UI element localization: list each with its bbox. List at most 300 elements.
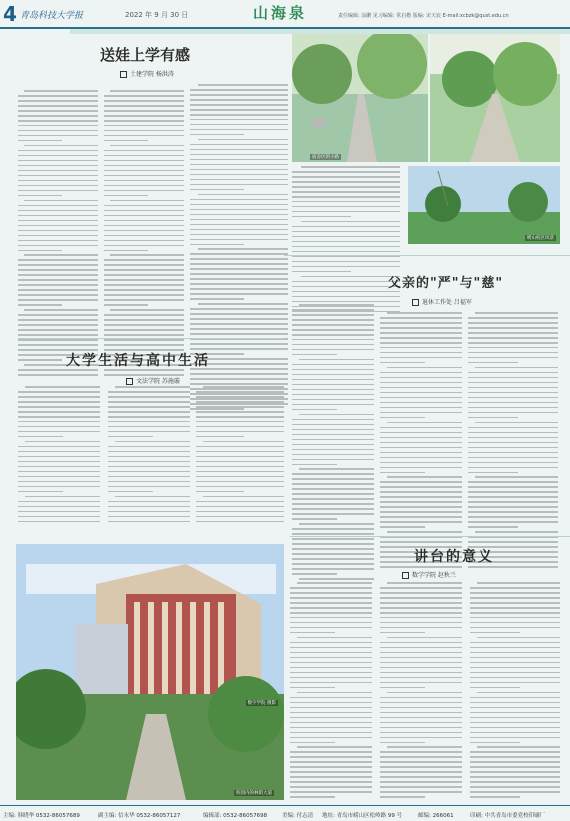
text-line: [290, 796, 335, 798]
text-line: [190, 219, 288, 221]
text-line: [18, 215, 98, 217]
text-line: [18, 125, 98, 127]
text-line: [380, 397, 462, 399]
text-line: [18, 476, 100, 478]
text-line: [292, 181, 400, 183]
text-line: [292, 354, 337, 356]
text-line: [190, 373, 288, 375]
text-line: [104, 324, 184, 326]
text-line: [18, 180, 98, 182]
text-line: [470, 756, 560, 758]
text-line: [380, 481, 462, 483]
text-line: [198, 358, 288, 360]
text-line: [470, 652, 560, 654]
text-line: [380, 566, 462, 568]
text-line: [468, 496, 558, 498]
text-line: [470, 761, 560, 763]
text-line: [18, 195, 62, 197]
text-line: [470, 687, 520, 689]
text-line: [477, 637, 560, 639]
text-line: [292, 231, 400, 233]
text-line: [190, 308, 288, 310]
text-line: [18, 304, 62, 306]
text-line: [470, 622, 560, 624]
text-line: [380, 447, 462, 449]
text-line: [108, 476, 190, 478]
article2-author-text: 文法学院 苏施璇: [136, 378, 180, 385]
text-line: [18, 501, 100, 503]
text-line: [292, 344, 374, 346]
text-line: [292, 533, 374, 535]
article4-col2: [380, 582, 462, 801]
text-line: [18, 115, 98, 117]
text-line: [470, 672, 560, 674]
text-line: [380, 362, 425, 364]
text-line: [18, 205, 98, 207]
text-line: [104, 304, 148, 306]
text-line: [380, 332, 462, 334]
text-line: [292, 266, 400, 268]
text-line: [468, 327, 558, 329]
text-line: [470, 791, 560, 793]
text-line: [290, 712, 372, 714]
text-line: [190, 159, 288, 161]
text-line: [108, 516, 190, 518]
text-line: [18, 411, 100, 413]
text-line: [196, 431, 284, 433]
text-line: [299, 359, 374, 361]
text-line: [190, 189, 244, 191]
text-line: [18, 421, 100, 423]
text-line: [468, 442, 558, 444]
text-line: [470, 702, 560, 704]
text-line: [380, 776, 462, 778]
text-line: [468, 541, 558, 543]
text-line: [18, 140, 62, 142]
text-line: [468, 526, 518, 528]
text-line: [292, 296, 400, 298]
text-line: [104, 344, 184, 346]
text-line: [468, 337, 558, 339]
text-line: [196, 511, 284, 513]
text-line: [380, 712, 462, 714]
text-line: [380, 511, 462, 513]
text-line: [104, 284, 184, 286]
text-line: [190, 119, 288, 121]
text-line: [292, 374, 374, 376]
text-line: [196, 436, 244, 438]
text-line: [380, 717, 462, 719]
article4-col1: [290, 582, 372, 801]
text-line: [196, 401, 284, 403]
text-line: [292, 439, 374, 441]
text-line: [190, 184, 288, 186]
text-line: [290, 751, 372, 753]
text-line: [18, 135, 98, 137]
text-line: [104, 95, 184, 97]
text-line: [18, 190, 98, 192]
text-line: [380, 672, 462, 674]
text-line: [380, 357, 462, 359]
text-line: [18, 230, 98, 232]
article3-col3: [468, 312, 558, 571]
text-line: [18, 220, 98, 222]
text-line: [292, 404, 374, 406]
section-title: 山海泉: [253, 4, 308, 22]
text-line: [290, 677, 372, 679]
text-line: [18, 374, 98, 376]
text-line: [292, 384, 374, 386]
photo-tree-road-image: [430, 34, 560, 162]
article4-author: [402, 570, 456, 579]
text-line: [387, 637, 462, 639]
text-line: [380, 682, 462, 684]
text-line: [18, 274, 98, 276]
article1-author-text: 土建学院 杨洪涛: [130, 71, 174, 78]
text-line: [190, 288, 288, 290]
text-line: [104, 160, 184, 162]
text-line: [380, 327, 462, 329]
text-line: [292, 483, 374, 485]
text-line: [18, 521, 100, 523]
text-line: [104, 130, 184, 132]
text-line: [104, 100, 184, 102]
text-line: [470, 607, 560, 609]
text-line: [290, 617, 372, 619]
text-line: [104, 165, 184, 167]
text-line: [380, 587, 462, 589]
text-line: [380, 526, 425, 528]
text-line: [104, 180, 184, 182]
text-line: [104, 230, 184, 232]
text-line: [18, 466, 100, 468]
text-line: [468, 357, 558, 359]
text-line: [18, 486, 100, 488]
text-line: [18, 95, 98, 97]
text-line: [468, 462, 558, 464]
photo-caption-4: 校园内的林荫大道: [236, 791, 272, 796]
text-line: [468, 511, 558, 513]
text-line: [108, 426, 190, 428]
text-line: [387, 476, 462, 478]
text-line: [290, 587, 372, 589]
text-line: [18, 446, 100, 448]
text-line: [290, 722, 372, 724]
text-line: [18, 406, 100, 408]
text-line: [18, 259, 98, 261]
text-line: [18, 269, 98, 271]
text-line: [468, 491, 558, 493]
text-line: [468, 481, 558, 483]
text-line: [104, 250, 148, 252]
text-line: [468, 392, 558, 394]
text-line: [18, 175, 98, 177]
text-line: [108, 506, 190, 508]
text-line: [292, 349, 374, 351]
text-line: [299, 304, 374, 306]
text-line: [290, 771, 372, 773]
text-line: [475, 476, 558, 478]
text-line: [292, 369, 374, 371]
text-line: [380, 707, 462, 709]
text-line: [196, 466, 284, 468]
text-line: [18, 456, 100, 458]
text-line: [290, 682, 372, 684]
text-line: [190, 323, 288, 325]
article4-title: 讲台的意义: [414, 549, 494, 565]
text-line: [468, 322, 558, 324]
article1-title: 送娃上学有感: [100, 46, 191, 64]
text-line: [470, 662, 560, 664]
text-line: [299, 523, 374, 525]
text-line: [380, 622, 462, 624]
text-line: [104, 329, 184, 331]
text-line: [292, 301, 400, 303]
text-line: [190, 164, 288, 166]
text-line: [190, 343, 288, 345]
article2-col3: [196, 386, 284, 526]
text-line: [190, 149, 288, 151]
text-line: [290, 717, 372, 719]
text-line: [108, 491, 153, 493]
text-line: [110, 200, 184, 202]
text-line: [18, 105, 98, 107]
photo-campus-path: [292, 34, 428, 162]
text-line: [18, 235, 98, 237]
text-line: [18, 150, 98, 152]
text-line: [468, 457, 558, 459]
page-number: 4: [3, 2, 17, 26]
text-line: [380, 452, 462, 454]
text-line: [292, 558, 374, 560]
text-line: [380, 632, 425, 634]
photo-lawn: [408, 166, 560, 244]
text-line: [380, 657, 462, 659]
text-line: [292, 464, 337, 466]
text-line: [115, 441, 190, 443]
text-line: [290, 592, 372, 594]
text-line: [380, 521, 462, 523]
article4-author-text: 数学学院 赵秋兰: [412, 572, 456, 579]
text-line: [380, 781, 462, 783]
text-line: [387, 531, 462, 533]
text-line: [380, 417, 425, 419]
text-line: [108, 521, 190, 523]
text-line: [468, 362, 518, 364]
text-line: [299, 414, 374, 416]
text-line: [297, 692, 372, 694]
text-line: [380, 667, 462, 669]
text-line: [18, 284, 98, 286]
text-line: [115, 496, 190, 498]
text-line: [108, 431, 190, 433]
paper-name: 青岛科技大学报: [20, 11, 84, 21]
text-line: [18, 289, 98, 291]
text-line: [477, 582, 560, 584]
text-line: [380, 491, 462, 493]
text-line: [108, 391, 190, 393]
article1-author: [120, 69, 174, 78]
text-line: [18, 319, 98, 321]
text-line: [190, 104, 288, 106]
text-line: [196, 416, 284, 418]
text-line: [468, 352, 558, 354]
text-line: [292, 449, 374, 451]
text-line: [190, 383, 288, 385]
text-line: [468, 407, 558, 409]
text-line: [468, 501, 558, 503]
text-line: [190, 318, 288, 320]
text-line: [468, 402, 558, 404]
text-line: [18, 240, 98, 242]
article2-col2: [108, 386, 190, 526]
text-line: [380, 756, 462, 758]
text-line: [470, 647, 560, 649]
text-line: [468, 387, 558, 389]
text-line: [18, 185, 98, 187]
text-line: [380, 486, 462, 488]
text-line: [104, 240, 184, 242]
text-line: [290, 672, 372, 674]
text-line: [190, 283, 288, 285]
text-line: [475, 312, 558, 314]
text-line: [380, 387, 462, 389]
text-line: [292, 309, 374, 311]
text-line: [110, 254, 184, 256]
text-line: [297, 746, 372, 748]
text-line: [380, 317, 462, 319]
text-line: [196, 391, 284, 393]
text-line: [190, 258, 288, 260]
text-line: [18, 279, 98, 281]
text-line: [292, 339, 374, 341]
text-line: [18, 391, 100, 393]
text-line: [470, 677, 560, 679]
text-line: [203, 386, 284, 388]
text-line: [292, 409, 337, 411]
text-line: [190, 224, 288, 226]
text-line: [104, 259, 184, 261]
text-line: [380, 751, 462, 753]
text-line: [290, 642, 372, 644]
text-line: [18, 431, 100, 433]
text-line: [290, 776, 372, 778]
photo-library-image: [16, 544, 284, 800]
text-line: [18, 339, 98, 341]
text-line: [292, 291, 400, 293]
text-line: [292, 329, 374, 331]
text-line: [380, 742, 425, 744]
text-line: [292, 246, 400, 248]
text-line: [292, 251, 400, 253]
text-line: [468, 382, 558, 384]
text-line: [380, 722, 462, 724]
text-line: [292, 528, 374, 530]
text-line: [110, 90, 184, 92]
text-line: [292, 503, 374, 505]
text-line: [468, 412, 558, 414]
footer: [0, 805, 570, 821]
article2-title: 大学生活与高中生活: [66, 353, 210, 369]
text-line: [196, 396, 284, 398]
text-line: [292, 548, 374, 550]
text-line: [190, 263, 288, 265]
text-line: [380, 697, 462, 699]
text-line: [196, 471, 284, 473]
text-line: [190, 239, 288, 241]
text-line: [196, 456, 284, 458]
text-line: [380, 677, 462, 679]
text-line: [292, 518, 337, 520]
text-line: [108, 436, 153, 438]
text-line: [292, 281, 400, 283]
text-line: [190, 244, 244, 246]
text-line: [290, 662, 372, 664]
text-line: [108, 411, 190, 413]
footer-editor-in-chief: 主编: 韩晓华 0532-86057689: [3, 813, 80, 819]
text-line: [203, 496, 284, 498]
text-line: [108, 451, 190, 453]
text-line: [196, 506, 284, 508]
text-line: [104, 155, 184, 157]
footer-deputy-editor: 副主编: 信永华 0532-86057127: [98, 813, 181, 819]
text-line: [292, 493, 374, 495]
text-line: [104, 339, 184, 341]
text-line: [18, 471, 100, 473]
text-line: [380, 342, 462, 344]
text-line: [292, 434, 374, 436]
text-line: [18, 451, 100, 453]
text-line: [380, 791, 462, 793]
text-line: [196, 461, 284, 463]
text-line: [380, 592, 462, 594]
text-line: [108, 421, 190, 423]
text-line: [196, 521, 284, 523]
text-line: [380, 766, 462, 768]
text-line: [292, 314, 374, 316]
text-line: [18, 511, 100, 513]
text-line: [470, 597, 560, 599]
photo-library: [16, 544, 284, 800]
text-line: [190, 144, 288, 146]
text-line: [18, 314, 98, 316]
issue-date: 2022 年 9 月 30 日: [125, 11, 189, 19]
text-line: [190, 214, 288, 216]
text-line: [190, 298, 244, 300]
text-line: [198, 194, 288, 196]
article3-col2: [380, 312, 462, 571]
text-line: [292, 206, 400, 208]
text-line: [190, 278, 288, 280]
text-line: [292, 216, 351, 218]
text-line: [290, 632, 335, 634]
text-line: [470, 712, 560, 714]
text-line: [18, 481, 100, 483]
text-line: [292, 241, 400, 243]
text-line: [290, 697, 372, 699]
text-line: [292, 513, 374, 515]
text-line: [468, 506, 558, 508]
text-line: [198, 303, 288, 305]
text-line: [196, 421, 284, 423]
text-line: [18, 210, 98, 212]
text-line: [196, 406, 284, 408]
text-line: [299, 468, 374, 470]
article2-author: [126, 376, 180, 385]
text-line: [380, 337, 462, 339]
text-line: [468, 432, 558, 434]
text-line: [290, 652, 372, 654]
